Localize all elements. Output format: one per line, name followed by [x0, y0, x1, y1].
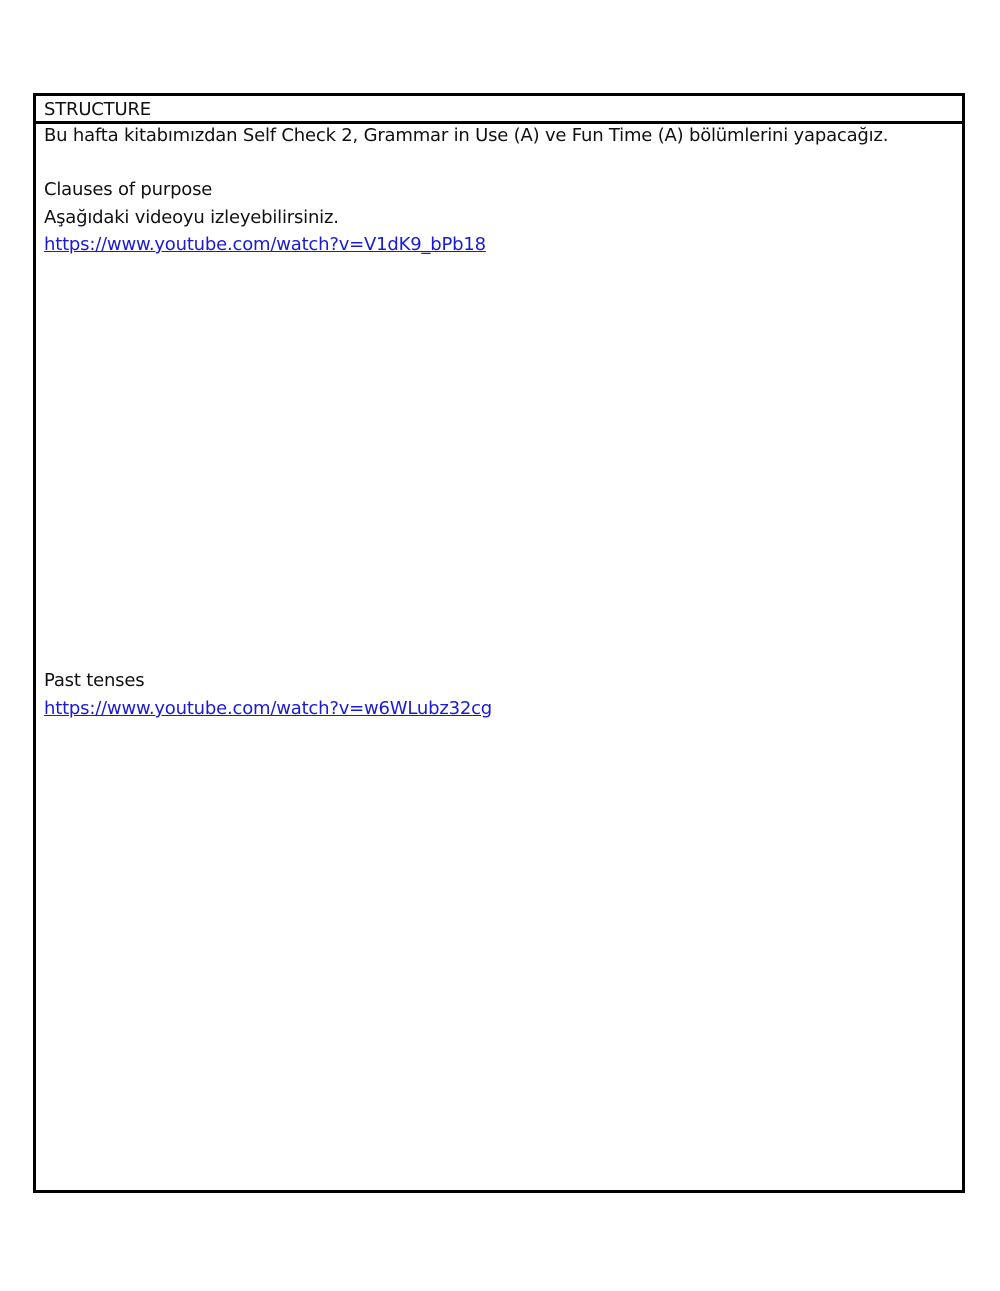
worksheet-table — [33, 93, 965, 1193]
section2-heading: Past tenses — [44, 670, 145, 691]
header-title: STRUCTURE — [44, 99, 151, 120]
table-header — [36, 96, 962, 124]
section1-video-link[interactable]: https://www.youtube.com/watch?v=V1dK9_bPb18 — [44, 234, 486, 255]
section1-heading: Clauses of purpose — [44, 179, 213, 200]
section2-video-link[interactable]: https://www.youtube.com/watch?v=w6WLubz32cg — [44, 698, 493, 719]
section1-note: Aşağıdaki videoyu izleyebilirsiniz. — [44, 207, 339, 228]
intro-text: Bu hafta kitabımızdan Self Check 2, Grammar in Use (A) ve Fun Time (A) bölümlerini yapacağız. — [44, 125, 889, 146]
